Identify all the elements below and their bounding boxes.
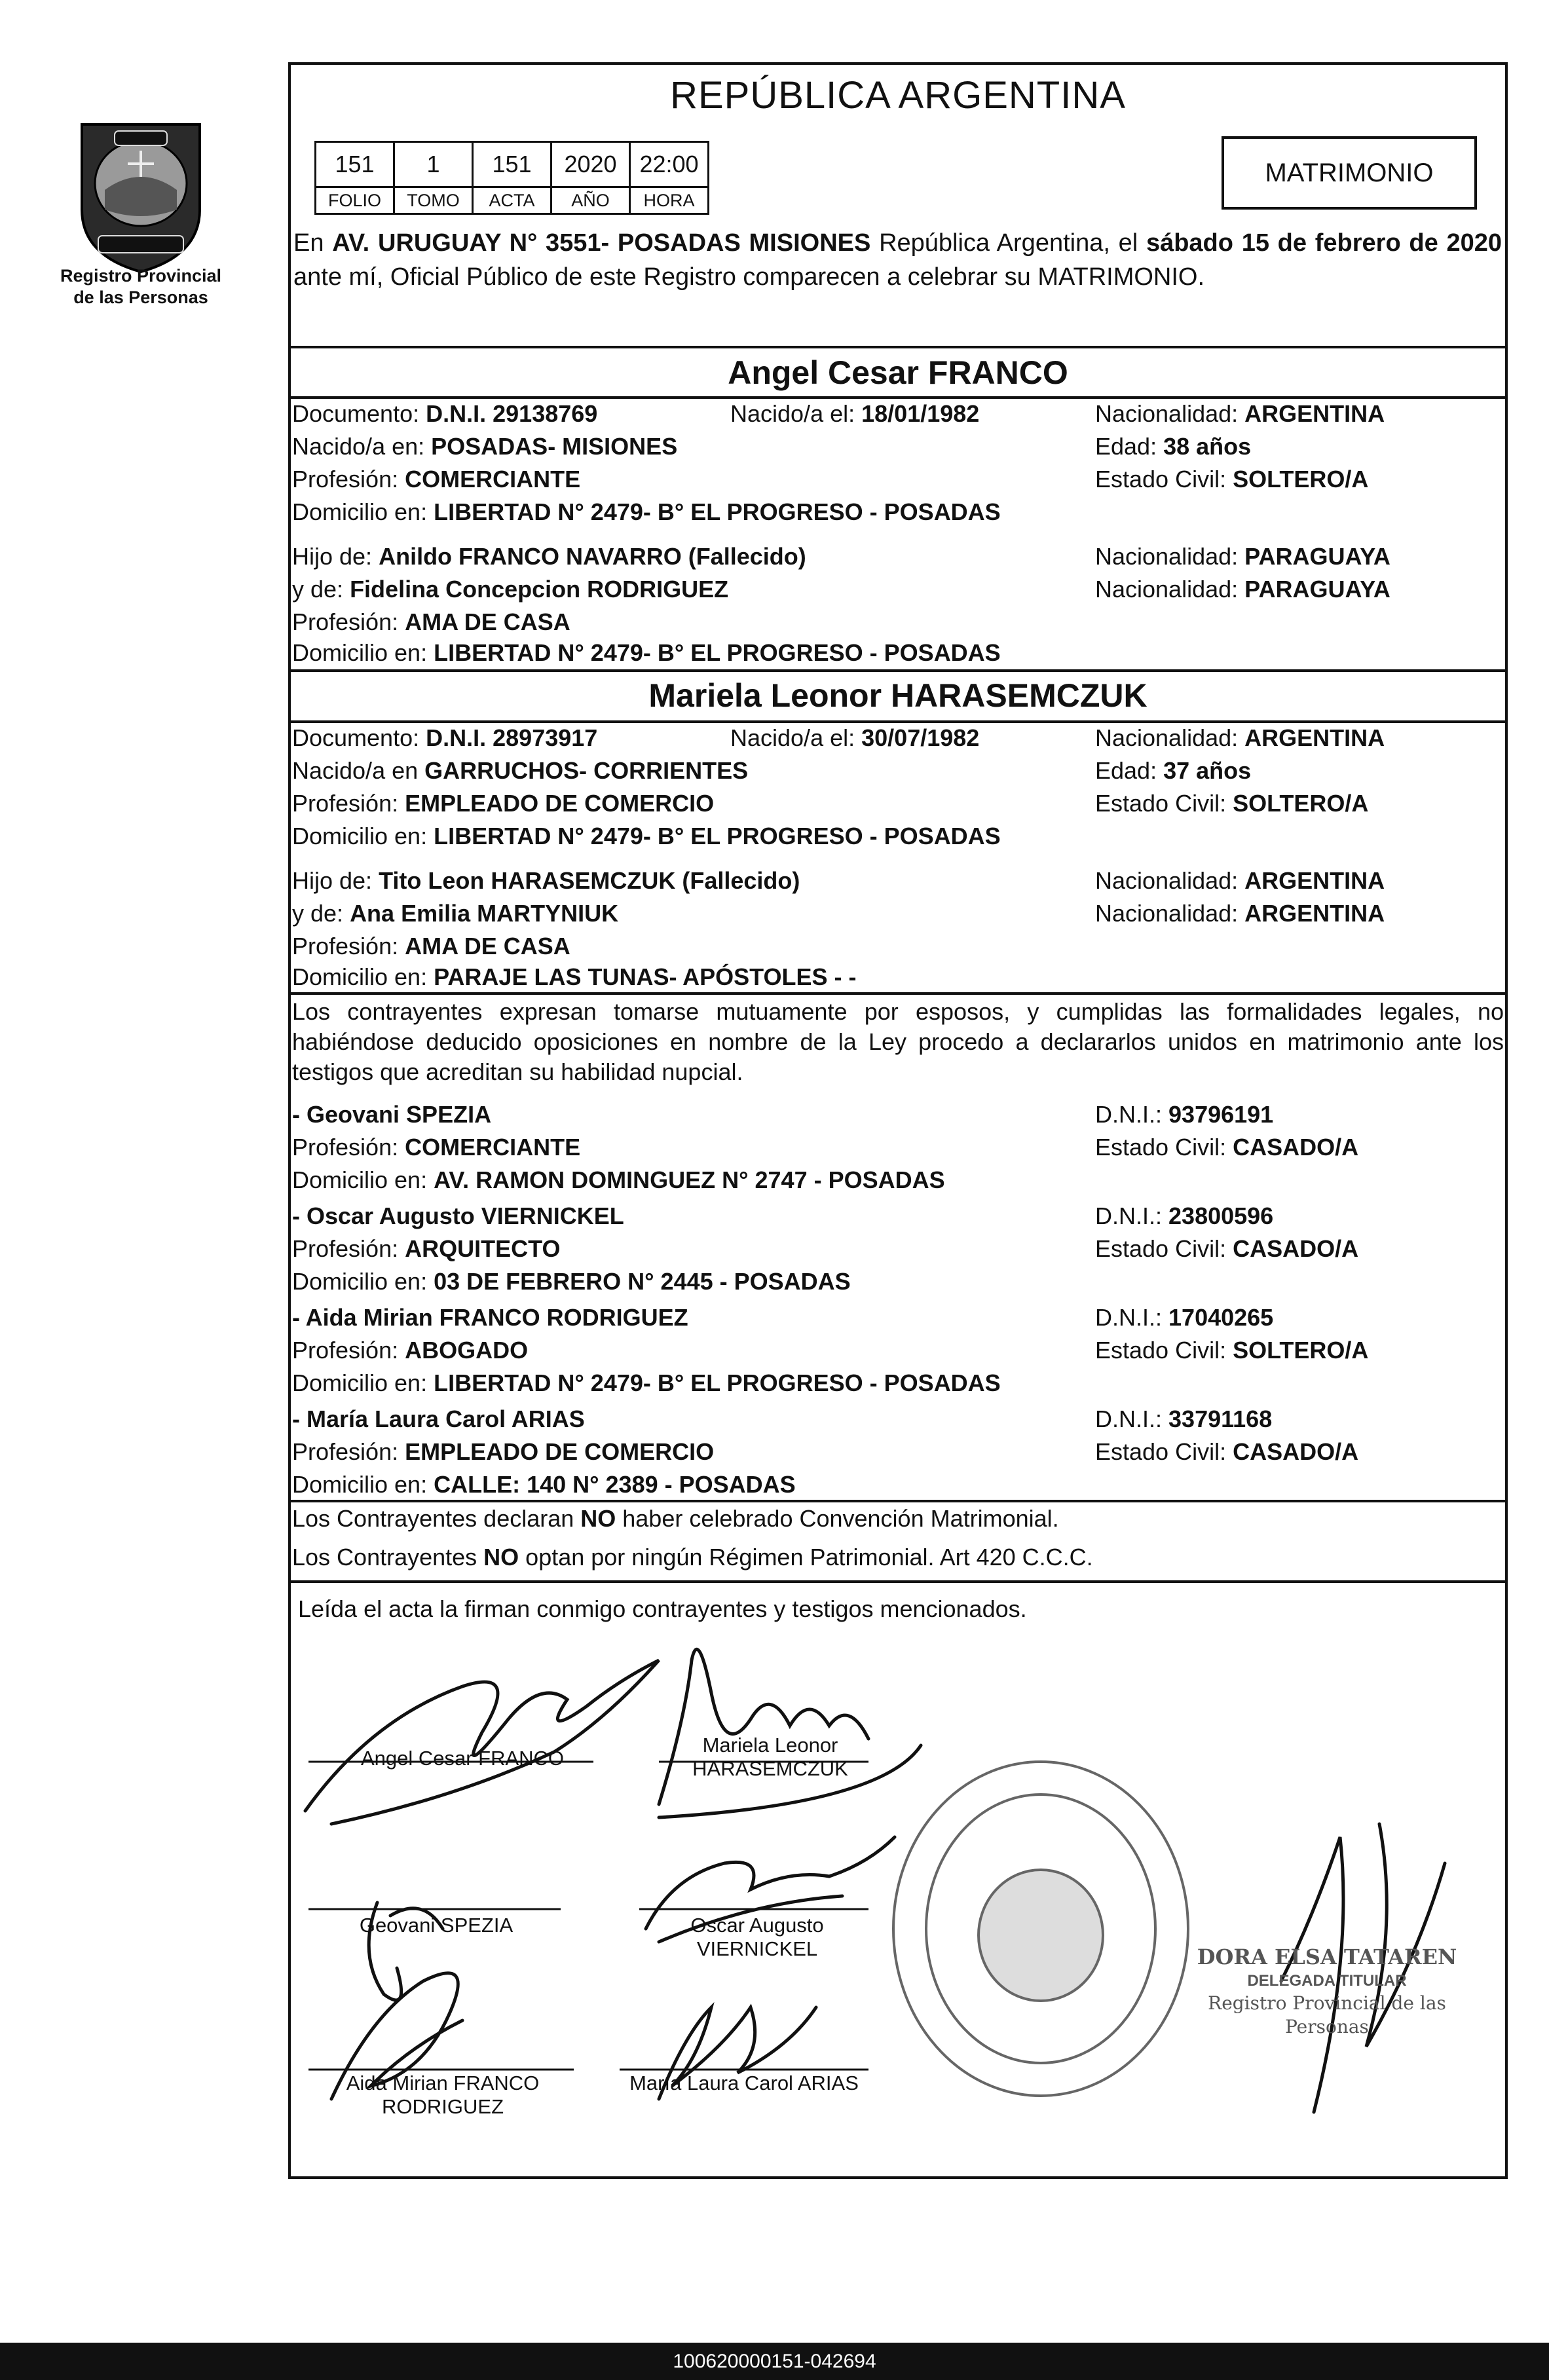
registro-stamp <box>893 1762 1188 2096</box>
c1-madre-profesion: Profesión: AMA DE CASA <box>292 608 570 635</box>
c2-estado-civil: Estado Civil: SOLTERO/A <box>1095 790 1369 817</box>
c1-padre-nacionalidad: Nacionalidad: PARAGUAYA <box>1095 543 1390 570</box>
c1-edad: Edad: 38 años <box>1095 433 1252 460</box>
tomo-value: 1 <box>394 142 473 187</box>
firma-caption-c2: Mariela Leonor HARASEMCZUK <box>692 1734 848 1780</box>
c1-documento: Documento: D.N.I. 29138769 <box>292 400 598 427</box>
testigo-4-profesion: Profesión: EMPLEADO DE COMERCIO <box>292 1438 715 1465</box>
c2-padre: Hijo de: Tito Leon HARASEMCZUK (Fallecido) <box>292 867 800 894</box>
anio-label: AÑO <box>551 187 630 214</box>
testigo-3-domicilio: Domicilio en: LIBERTAD N° 2479- B° EL PROGRESO - POSADAS <box>292 1369 1001 1396</box>
testigo-1-estado: Estado Civil: CASADO/A <box>1095 1134 1359 1161</box>
tomo-label: TOMO <box>394 187 473 214</box>
divider <box>288 346 1508 348</box>
folio-label: FOLIO <box>316 187 394 214</box>
firma-caption-c1: Angel Cesar FRANCO <box>360 1747 565 1770</box>
c2-edad: Edad: 37 años <box>1095 757 1252 784</box>
c1-nacionalidad: Nacionalidad: ARGENTINA <box>1095 400 1385 427</box>
lectura-line: Leída el acta la firman conmigo contrayentes y testigos mencionados. <box>298 1595 1027 1622</box>
c1-nacido-en: Nacido/a en: POSADAS- MISIONES <box>292 433 678 460</box>
divider <box>288 1580 1508 1583</box>
oficial-registro: Registro Provincial de las Personas <box>1208 1992 1446 2037</box>
hora-label: HORA <box>630 187 709 214</box>
testigo-3-dni: D.N.I.: 17040265 <box>1095 1304 1274 1331</box>
firma-caption-t2: Oscar Augusto VIERNICKEL <box>690 1914 824 1960</box>
c1-profesion: Profesión: COMERCIANTE <box>292 466 581 493</box>
c2-madre-profesion: Profesión: AMA DE CASA <box>292 933 570 959</box>
divider <box>288 720 1508 723</box>
c1-madre: y de: Fidelina Concepcion RODRIGUEZ <box>292 576 729 603</box>
registro-caption: Registro Provincial de las Personas <box>60 266 222 307</box>
c1-domicilio: Domicilio en: LIBERTAD N° 2479- B° EL PROGRESO - POSADAS <box>292 498 1001 525</box>
contrayente-1-name: Angel Cesar FRANCO <box>728 354 1068 391</box>
testigo-2-name: - Oscar Augusto VIERNICKEL <box>292 1202 624 1229</box>
folio-value: 151 <box>316 142 394 187</box>
c1-madre-nacionalidad: Nacionalidad: PARAGUAYA <box>1095 576 1390 603</box>
testigo-1-dni: D.N.I.: 93796191 <box>1095 1101 1274 1128</box>
acta-value: 151 <box>473 142 551 187</box>
c2-profesion: Profesión: EMPLEADO DE COMERCIO <box>292 790 715 817</box>
testigo-4-name: - María Laura Carol ARIAS <box>292 1405 585 1432</box>
testigo-4-dni: D.N.I.: 33791168 <box>1095 1405 1273 1432</box>
divider <box>288 669 1508 672</box>
c2-padres-domicilio: Domicilio en: PARAJE LAS TUNAS- APÓSTOLES - - <box>292 963 857 990</box>
signature-area <box>292 1588 1504 2165</box>
divider <box>288 396 1508 399</box>
regimen-line: Los Contrayentes NO optan por ningún Régimen Patrimonial. Art 420 C.C.C. <box>292 1544 1093 1571</box>
c2-padre-nacionalidad: Nacionalidad: ARGENTINA <box>1095 867 1385 894</box>
acta-label: ACTA <box>473 187 551 214</box>
divider <box>288 992 1508 995</box>
c2-nacionalidad: Nacionalidad: ARGENTINA <box>1095 724 1385 751</box>
c2-nacido-en: Nacido/a en GARRUCHOS- CORRIENTES <box>292 757 749 784</box>
firma-caption-t1: Geovani SPEZIA <box>359 1914 513 1937</box>
oficial-name: DORA ELSA TATAREN <box>1197 1944 1457 1969</box>
c1-padre: Hijo de: Anildo FRANCO NAVARRO (Fallecido) <box>292 543 806 570</box>
contrayente-2-name: Mariela Leonor HARASEMCZUK <box>648 677 1148 714</box>
testigo-3-estado: Estado Civil: SOLTERO/A <box>1095 1337 1369 1364</box>
testigo-2-domicilio: Domicilio en: 03 DE FEBRERO N° 2445 - POSADAS <box>292 1268 851 1295</box>
divider <box>288 1500 1508 1502</box>
anio-value: 2020 <box>551 142 630 187</box>
firma-caption-t3: Aida Mirian FRANCO RODRIGUEZ <box>346 2072 540 2118</box>
testigo-4-domicilio: Domicilio en: CALLE: 140 N° 2389 - POSADAS <box>292 1471 796 1498</box>
firma-caption-t4: María Laura Carol ARIAS <box>629 2072 859 2094</box>
oficial-cargo: DELEGADA TITULAR <box>1247 1972 1407 1990</box>
page-title: REPÚBLICA ARGENTINA <box>670 74 1126 117</box>
c1-estado-civil: Estado Civil: SOLTERO/A <box>1095 466 1369 493</box>
testigo-1-profesion: Profesión: COMERCIANTE <box>292 1134 581 1161</box>
c1-padres-domicilio: Domicilio en: LIBERTAD N° 2479- B° EL PROGRESO - POSADAS <box>292 639 1001 666</box>
testigo-1-name: - Geovani SPEZIA <box>292 1101 492 1128</box>
acta-header-table <box>314 141 709 215</box>
c2-madre: y de: Ana Emilia MARTYNIUK <box>292 900 619 927</box>
c2-nacido-el: Nacido/a el: 30/07/1982 <box>730 724 980 751</box>
hora-value: 22:00 <box>630 142 709 187</box>
c2-domicilio: Domicilio en: LIBERTAD N° 2479- B° EL PROGRESO - POSADAS <box>292 823 1001 849</box>
signature-c1 <box>305 1660 659 1824</box>
intro-paragraph: En AV. URUGUAY N° 3551- POSADAS MISIONES República Argentina, el sábado 15 de febrero de 2020 ante mí, Oficial Público de este Registro comparecen a celebrar su MATRIMONIO. <box>293 229 1502 291</box>
provincia-misiones-seal <box>62 111 219 275</box>
testigo-3-profesion: Profesión: ABOGADO <box>292 1337 529 1364</box>
footer-code: 100620000151-042694 <box>0 2343 1549 2380</box>
declaracion-paragraph: Los contrayentes expresan tomarse mutuamente por esposos, y cumplidas las formalidades legales, no habiéndose deducido oposiciones en nombre de la Ley procedo a declararlos unidos en matrimonio ante los testigos que acreditan su habilidad nupcial. <box>292 998 1504 1085</box>
c1-nacido-el: Nacido/a el: 18/01/1982 <box>730 400 980 427</box>
c2-documento: Documento: D.N.I. 28973917 <box>292 724 598 751</box>
testigo-4-estado: Estado Civil: CASADO/A <box>1095 1438 1359 1465</box>
act-type-box: MATRIMONIO <box>1222 136 1477 210</box>
testigo-2-dni: D.N.I.: 23800596 <box>1095 1202 1274 1229</box>
c2-madre-nacionalidad: Nacionalidad: ARGENTINA <box>1095 900 1385 927</box>
testigo-2-estado: Estado Civil: CASADO/A <box>1095 1235 1359 1262</box>
convencion-line: Los Contrayentes declaran NO haber celebrado Convención Matrimonial. <box>292 1505 1059 1532</box>
testigo-1-domicilio: Domicilio en: AV. RAMON DOMINGUEZ N° 2747 - POSADAS <box>292 1166 945 1193</box>
testigo-3-name: - Aida Mirian FRANCO RODRIGUEZ <box>292 1304 688 1331</box>
testigo-2-profesion: Profesión: ARQUITECTO <box>292 1235 561 1262</box>
